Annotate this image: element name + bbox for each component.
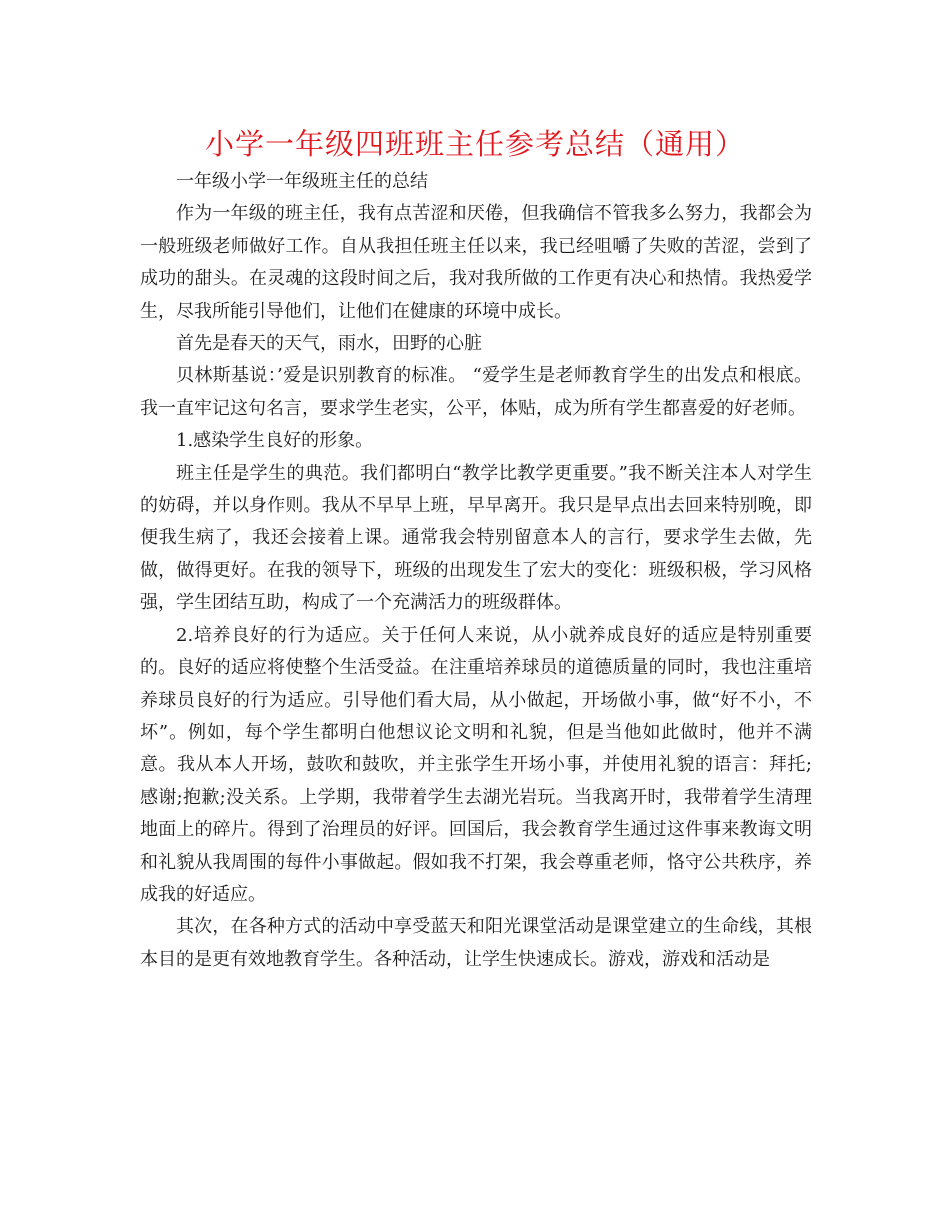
- paragraph: 首先是春天的天气，雨水，田野的心脏: [176, 333, 482, 355]
- document-body: [140, 166, 812, 976]
- paragraph: 班主任是学生的典范。我们都明白“教学比教学更重要。”我不断关注本人对学生的妨碍，并以身作则。我从不早早上班，早早离开。我只是早点出去回来特别晚，即便我生病了，我还会接着上课。通常我会特别留意本人的言行，要求学生去做，先做，做得更好。在我的领导下，班级的出现发生了宏大的变化：班级积极，学习风格强，学生团结互助，构成了一个充满活力的班级群体。: [140, 462, 812, 614]
- paragraph-subtitle: 一年级小学一年级班主任的总结: [176, 171, 428, 192]
- paragraph: 作为一年级的班主任，我有点苦涩和厌倦，但我确信不管我多么努力，我都会为一般班级老师做好工作。自从我担任班主任以来，我已经咀嚼了失败的苦涩，尝到了成功的甜头。在灵魂的这段时间之后，我对我所做的工作更有决心和热情。我热爱学生，尽我所能引导他们，让他们在健康的环境中成长。: [140, 203, 812, 322]
- paragraph: 1.感染学生良好的形象。: [176, 430, 374, 452]
- paragraph: 贝林斯基说：’爱是识别教育的标准。 “爱学生是老师教育学生的出发点和根底。我一直牢记这句名言，要求学生老实，公平，体贴，成为所有学生都喜爱的好老师。: [140, 365, 812, 419]
- paragraph: 2.培养良好的行为适应。关于任何人来说，从小就养成良好的适应是特别重要的。良好的适应将使整个生活受益。在注重培养球员的道德质量的同时，我也注重培养球员良好的行为适应。引导他们看大局，从小做起，开场做小事，做“好不小，不坏”。例如，每个学生都明白他想议论文明和礼貌，但是当他如此做时，他并不满意。我从本人开场，鼓吹和鼓吹，并主张学生开场小事，并使用礼貌的语言：拜托;感谢;抱歉;没关系。上学期，我带着学生去湖光岩玩。当我离开时，我带着学生清理地面上的碎片。得到了治理员的好评。回国后，我会教育学生通过这件事来教诲文明和礼貌从我周围的每件小事做起。假如我不打架，我会尊重老师，恪守公共秩序，养成我的好适应。: [140, 624, 812, 905]
- paragraph: 其次，在各种方式的活动中享受蓝天和阳光课堂活动是课堂建立的生命线，其根本目的是更有效地教育学生。各种活动，让学生快速成长。游戏，游戏和活动是: [140, 916, 812, 970]
- document-title: 小学一年级四班班主任参考总结（通用）: [204, 127, 745, 161]
